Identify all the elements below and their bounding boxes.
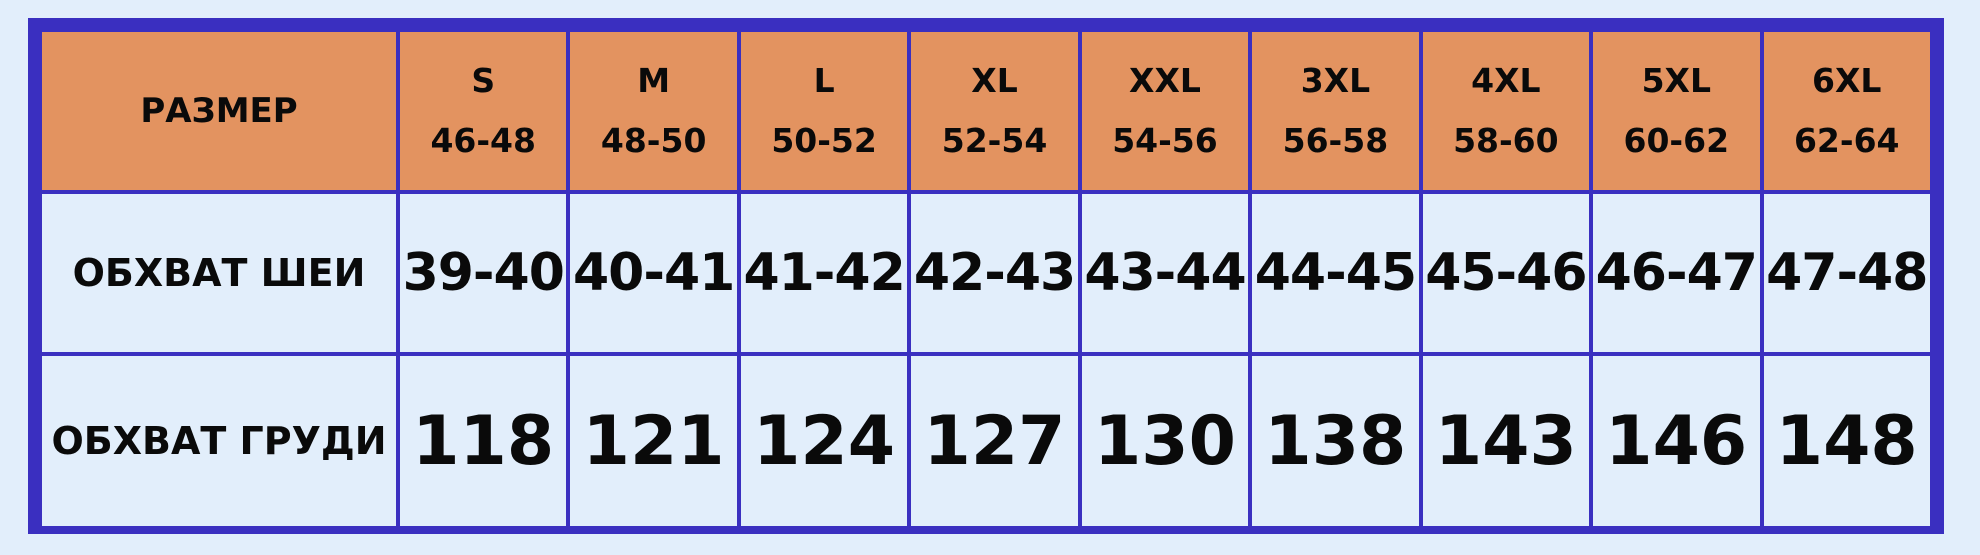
chest-value-cell: 130 [1080,354,1250,528]
chest-value-cell: 121 [568,354,738,528]
size-chart-table [38,28,1934,530]
size-code: XXL [1129,61,1201,100]
chest-value-cell: 127 [909,354,1079,528]
size-code: L [813,61,835,100]
neck-value-cell: 41-42 [739,192,909,354]
size-range: 60-62 [1623,121,1730,160]
size-header-cell [398,30,568,192]
size-code: 4XL [1471,61,1541,100]
neck-value-cell: 47-48 [1762,192,1933,354]
chest-row-label: ОБХВАТ ГРУДИ [40,354,398,528]
size-header-cell [909,30,1079,192]
size-code: S [471,61,496,100]
neck-value-cell: 39-40 [398,192,568,354]
size-range: 50-52 [771,121,877,160]
size-header-cell [568,30,738,192]
header-label-cell: РАЗМЕР [40,30,398,192]
size-header-cell [739,30,909,192]
neck-row [40,192,1932,354]
chest-row [40,354,1932,528]
neck-value-cell: 44-45 [1250,192,1420,354]
header-row [40,30,1932,192]
neck-value-cell: 42-43 [909,192,1079,354]
size-header-cell [1421,30,1591,192]
size-code: 6XL [1812,61,1882,100]
size-range: 46-48 [430,121,536,160]
size-code: 3XL [1300,61,1371,100]
size-header-cell [1250,30,1420,192]
size-range: 62-64 [1793,121,1900,160]
size-chart-frame [28,18,1944,534]
neck-row-label: ОБХВАТ ШЕИ [40,192,398,354]
neck-value-cell: 40-41 [568,192,738,354]
size-header-cell [1762,30,1933,192]
size-code: 5XL [1641,61,1711,100]
size-code: XL [971,61,1018,100]
neck-value-cell: 46-47 [1591,192,1761,354]
chest-value-cell: 118 [398,354,568,528]
size-header-cell [1080,30,1250,192]
chest-value-cell: 148 [1762,354,1933,528]
chest-value-cell: 138 [1250,354,1420,528]
size-code: M [637,61,671,100]
size-range: 52-54 [941,121,1048,160]
size-range: 56-58 [1282,121,1389,160]
neck-value-cell: 43-44 [1080,192,1250,354]
chest-value-cell: 124 [739,354,909,528]
size-range: 54-56 [1112,121,1218,160]
chest-value-cell: 146 [1591,354,1761,528]
size-header-cell [1591,30,1761,192]
size-range: 48-50 [600,121,707,160]
neck-value-cell: 45-46 [1421,192,1591,354]
size-range: 58-60 [1453,121,1559,160]
chest-value-cell: 143 [1421,354,1591,528]
